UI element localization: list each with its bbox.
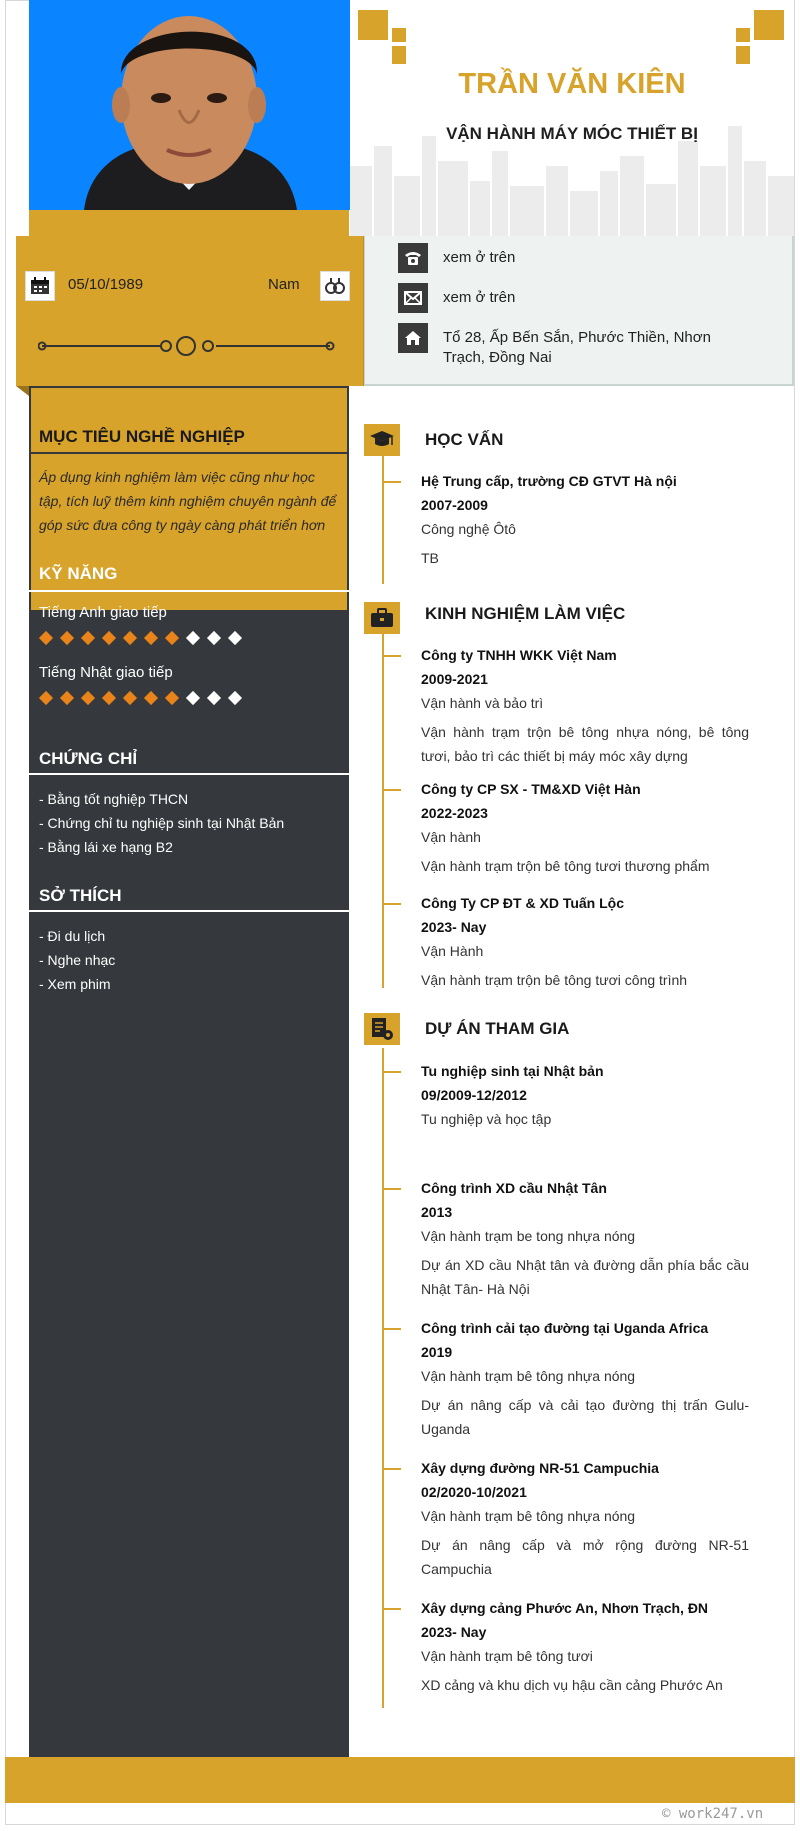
- skill-diamond-filled: [79, 689, 97, 707]
- project-date: 09/2009-12/2012: [421, 1087, 527, 1103]
- skill-diamond-empty: [205, 629, 223, 647]
- timeline-tick: [383, 903, 401, 905]
- list-item: - Chứng chỉ tu nghiệp sinh tại Nhật Bản: [39, 815, 285, 831]
- certificates-title: CHỨNG CHỈ: [39, 749, 138, 768]
- timeline-tick: [383, 1071, 401, 1073]
- experience-title: KINH NGHIỆM LÀM VIỆC: [425, 604, 626, 623]
- watermark: © work247.vn: [662, 1806, 764, 1822]
- corner-square-decoration: [736, 28, 750, 42]
- band-fold-decoration: [16, 386, 29, 396]
- project-role: Vận hành trạm bê tông nhựa nóng: [421, 1508, 636, 1524]
- experience-desc: Vận hành trạm trộn bê tông tươi công trình: [421, 972, 688, 988]
- skill-diamond-filled: [100, 689, 118, 707]
- list-item: - Đi du lịch: [39, 928, 106, 944]
- timeline-tick: [383, 655, 401, 657]
- skill-diamond-filled: [163, 689, 181, 707]
- project-desc: Dự án nâng cấp và mở rộng đường NR-51 Campuchia: [421, 1537, 749, 1577]
- skill-diamond-filled: [58, 629, 76, 647]
- skill-diamond-filled: [37, 689, 55, 707]
- project-name: Tu nghiệp sinh tại Nhật bản: [421, 1063, 604, 1079]
- date-of-birth: 05/10/1989: [68, 276, 144, 293]
- education-timeline: [382, 456, 384, 584]
- timeline-tick: [383, 1608, 401, 1610]
- candidate-name: TRẦN VĂN KIÊN: [458, 68, 686, 100]
- experience-role: Vận hành và bảo trì: [421, 695, 544, 711]
- skill-rating: [37, 629, 244, 647]
- phone-icon: [398, 243, 428, 273]
- list-item: - Bằng lái xe hạng B2: [39, 839, 173, 855]
- skill-name: Tiếng Anh giao tiếp: [39, 604, 167, 621]
- project-name: Công trình cải tạo đường tại Uganda Africa: [421, 1320, 709, 1336]
- project-role: Vận hành trạm bê tông tươi: [421, 1648, 593, 1664]
- experience-timeline: [382, 634, 384, 988]
- phone-value: xem ở trên: [443, 249, 516, 266]
- left-dark-panel: [29, 610, 349, 1757]
- project-role: Vận hành trạm be tong nhựa nóng: [421, 1228, 636, 1244]
- experience-date: 2023- Nay: [421, 919, 487, 935]
- timeline-decoration: [38, 336, 338, 356]
- project-date: 2019: [421, 1344, 453, 1360]
- skill-diamond-filled: [79, 629, 97, 647]
- skill-name: Tiếng Nhật giao tiếp: [39, 664, 173, 681]
- corner-square-decoration: [754, 10, 784, 40]
- home-icon: [398, 323, 428, 353]
- gender: Nam: [268, 276, 300, 293]
- skill-diamond-empty: [184, 689, 202, 707]
- objective-text: Áp dụng kinh nghiệm làm việc cũng như học tập, tích luỹ thêm kinh nghiệm chuyên ngành để góp sức đưa công ty ngày càng phát triển hơn: [39, 469, 337, 533]
- experience-role: Vận hành: [421, 829, 481, 845]
- profile-photo: [29, 0, 350, 210]
- corner-square-decoration: [736, 46, 750, 64]
- skill-diamond-empty: [205, 689, 223, 707]
- personal-info-band: [16, 236, 365, 386]
- skill-rating: [37, 689, 244, 707]
- job-title: VẬN HÀNH MÁY MÓC THIẾT BỊ: [446, 124, 698, 143]
- calendar-icon: [25, 271, 55, 301]
- project-name: Công trình XD cầu Nhật Tân: [421, 1180, 607, 1196]
- project-date: 02/2020-10/2021: [421, 1484, 527, 1500]
- timeline-tick: [383, 481, 401, 483]
- skill-diamond-filled: [37, 629, 55, 647]
- corner-square-decoration: [392, 46, 406, 64]
- skill-diamond-filled: [163, 629, 181, 647]
- project-desc: XD cảng và khu dịch vụ hậu cần cảng Phước An: [421, 1677, 723, 1693]
- project-name: Xây dựng cảng Phước An, Nhơn Trạch, ĐN: [421, 1600, 709, 1616]
- timeline-tick: [383, 1468, 401, 1470]
- project-date: 2013: [421, 1204, 453, 1220]
- hobbies-title: SỞ THÍCH: [39, 886, 122, 905]
- section-rule: [29, 452, 349, 454]
- projects-title: DỰ ÁN THAM GIA: [425, 1019, 570, 1038]
- corner-square-decoration: [392, 28, 406, 42]
- experience-role: Vận Hành: [421, 943, 484, 959]
- education-date: 2007-2009: [421, 497, 488, 513]
- header-area: [350, 0, 794, 236]
- experience-company: Công ty TNHH WKK Việt Nam: [421, 647, 617, 663]
- list-item: - Bằng tốt nghiệp THCN: [39, 791, 189, 807]
- timeline-tick: [383, 1328, 401, 1330]
- footer-bar: [5, 1757, 795, 1803]
- address-value: Tổ 28, Ấp Bến Sắn, Phước Thiền, Nhơn Trạch, Đồng Nai: [443, 329, 711, 366]
- section-rule: [29, 590, 349, 592]
- experience-company: Công Ty CP ĐT & XD Tuấn Lộc: [421, 895, 624, 911]
- timeline-tick: [383, 789, 401, 791]
- gender-icon: [320, 271, 350, 301]
- skill-diamond-filled: [142, 689, 160, 707]
- section-rule: [29, 910, 349, 912]
- project-role: Vận hành trạm bê tông nhựa nóng: [421, 1368, 636, 1384]
- objective-title: MỤC TIÊU NGHỀ NGHIỆP: [39, 427, 245, 446]
- skill-diamond-empty: [226, 689, 244, 707]
- timeline-tick: [383, 1188, 401, 1190]
- corner-square-decoration: [358, 10, 388, 40]
- skills-title: KỸ NĂNG: [39, 564, 118, 583]
- project-date: 2023- Nay: [421, 1624, 487, 1640]
- project-role: Tu nghiệp và học tập: [421, 1111, 552, 1127]
- education-title: HỌC VẤN: [425, 430, 504, 449]
- email-value: xem ở trên: [443, 289, 516, 306]
- skill-diamond-filled: [58, 689, 76, 707]
- project-doc-icon: [364, 1013, 400, 1045]
- skill-diamond-empty: [226, 629, 244, 647]
- briefcase-icon: [364, 602, 400, 634]
- graduation-cap-icon: [364, 424, 400, 456]
- project-desc: Dự án nâng cấp và cải tạo đường thị trấn Gulu- Uganda: [421, 1397, 749, 1437]
- education-school: Hệ Trung cấp, trường CĐ GTVT Hà nội: [421, 473, 677, 489]
- skill-diamond-empty: [184, 629, 202, 647]
- email-icon: [398, 283, 428, 313]
- education-major: Công nghệ Ôtô: [421, 521, 516, 537]
- list-item: - Nghe nhạc: [39, 952, 116, 968]
- certificates-list: [39, 787, 339, 859]
- project-name: Xây dựng đường NR-51 Campuchia: [421, 1460, 659, 1476]
- experience-date: 2009-2021: [421, 671, 488, 687]
- skill-diamond-filled: [100, 629, 118, 647]
- list-item: - Xem phim: [39, 976, 111, 992]
- skill-diamond-filled: [121, 689, 139, 707]
- education-grade: TB: [421, 550, 439, 566]
- experience-date: 2022-2023: [421, 805, 488, 821]
- experience-desc: Vận hành trạm trộn bê tông nhựa nóng, bê tông tươi, bảo trì các thiết bị máy móc xây dựng: [421, 724, 749, 764]
- hobbies-list: [39, 924, 339, 996]
- experience-desc: Vận hành trạm trộn bê tông tươi thương phẩm: [421, 858, 710, 874]
- skill-diamond-filled: [142, 629, 160, 647]
- project-desc: Dự án XD cầu Nhật tân và đường dẫn phía bắc cầu Nhật Tân- Hà Nội: [421, 1257, 749, 1297]
- section-rule: [29, 773, 349, 775]
- skill-diamond-filled: [121, 629, 139, 647]
- experience-company: Công ty CP SX - TM&XD Việt Hàn: [421, 781, 641, 797]
